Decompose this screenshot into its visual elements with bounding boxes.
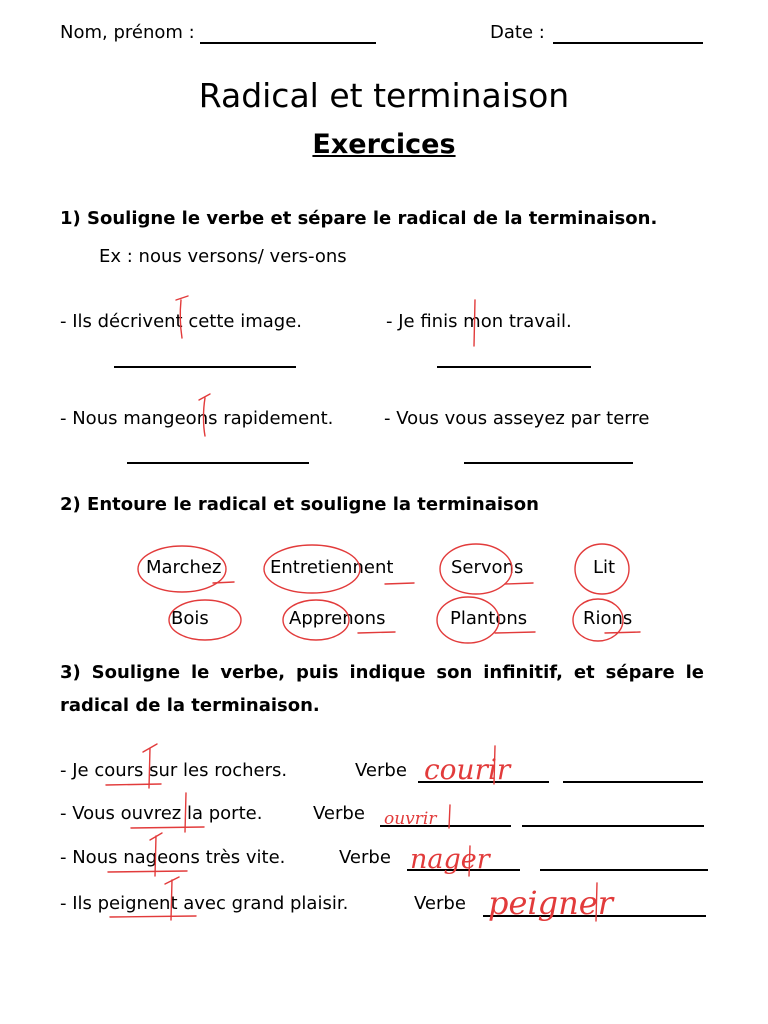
underline-ez	[213, 582, 234, 583]
word-rions: Rions	[583, 608, 633, 629]
underline-apprenons-end	[358, 632, 395, 633]
underline-ent	[385, 583, 414, 584]
ex3-verbe-label-3: Verbe	[339, 847, 391, 868]
underline-rions-end	[605, 632, 640, 633]
split-mark-nageons	[150, 833, 162, 876]
circle-marchez	[138, 546, 226, 592]
split-mark-peignent	[165, 877, 179, 920]
ex3-verbe-label-1: Verbe	[355, 760, 407, 781]
circle-lit	[575, 544, 629, 594]
word-bois: Bois	[171, 608, 209, 629]
page-title: Radical et terminaison	[198, 76, 570, 115]
ex3-sentence-1: - Je cours sur les rochers.	[60, 760, 288, 781]
word-entretiennent: Entretiennent	[270, 557, 394, 578]
page-subtitle: Exercices	[312, 129, 456, 160]
ex1-sentence-4: - Vous vous asseyez par terre	[384, 408, 650, 429]
ex3-sentence-3: - Nous nageons très vite.	[60, 847, 286, 868]
word-lit: Lit	[593, 557, 616, 578]
ex1-sentence-1: - Ils décrivent cette image.	[60, 311, 303, 332]
ex3-sentence-4: - Ils peignent avec grand plaisir.	[60, 893, 349, 914]
split-mark-cours	[143, 744, 157, 788]
ex1-instruction: 1) Souligne le verbe et sépare le radical de la terminaison.	[60, 208, 658, 229]
circle-apprenons	[283, 600, 349, 640]
word-servons: Servons	[451, 557, 524, 578]
underline-cours	[106, 784, 161, 785]
name-label: Nom, prénom :	[60, 22, 195, 43]
word-apprenons: Apprenons	[289, 608, 386, 629]
split-mark-mangeons	[199, 394, 210, 436]
ex1-example: Ex : nous versons/ vers-ons	[99, 246, 347, 267]
handwritten-peigner: peigner	[488, 884, 613, 922]
circle-entretiennent	[264, 545, 360, 593]
split-mark-finis	[474, 300, 475, 346]
ex3-instruction-line-1: 3) Souligne le verbe, puis indique son infinitif, et sépare le	[60, 662, 704, 683]
ex1-sentence-3: - Nous mangeons rapidement.	[60, 408, 334, 429]
handwritten-ouvrir: ouvrir	[384, 809, 437, 829]
split-mark-ouvrir	[449, 805, 450, 828]
underline-nageons	[108, 871, 187, 872]
underline-ons	[505, 583, 533, 584]
underline-plantons-end	[495, 632, 535, 633]
underline-peignent	[110, 916, 196, 917]
split-mark-ouvrez	[185, 793, 186, 832]
circle-plantons	[437, 597, 499, 643]
circle-servons	[440, 544, 512, 594]
word-plantons: Plantons	[450, 608, 528, 629]
circle-rions	[573, 599, 623, 641]
ex1-sentence-2: - Je finis mon travail.	[386, 311, 572, 332]
circle-bois	[169, 600, 241, 640]
underline-ouvrez	[131, 827, 204, 828]
word-marchez: Marchez	[146, 557, 222, 578]
date-label: Date :	[490, 22, 545, 43]
handwritten-courir: courir	[424, 753, 511, 786]
ex3-sentence-2: - Vous ouvrez la porte.	[60, 803, 263, 824]
ex3-instruction-line-2: radical de la terminaison.	[60, 695, 320, 716]
ex3-verbe-label-4: Verbe	[414, 893, 466, 914]
split-mark-decrivent	[176, 296, 188, 338]
ex3-verbe-label-2: Verbe	[313, 803, 365, 824]
handwritten-nager: nager	[410, 844, 490, 875]
ex2-instruction: 2) Entoure le radical et souligne la terminaison	[60, 494, 539, 515]
